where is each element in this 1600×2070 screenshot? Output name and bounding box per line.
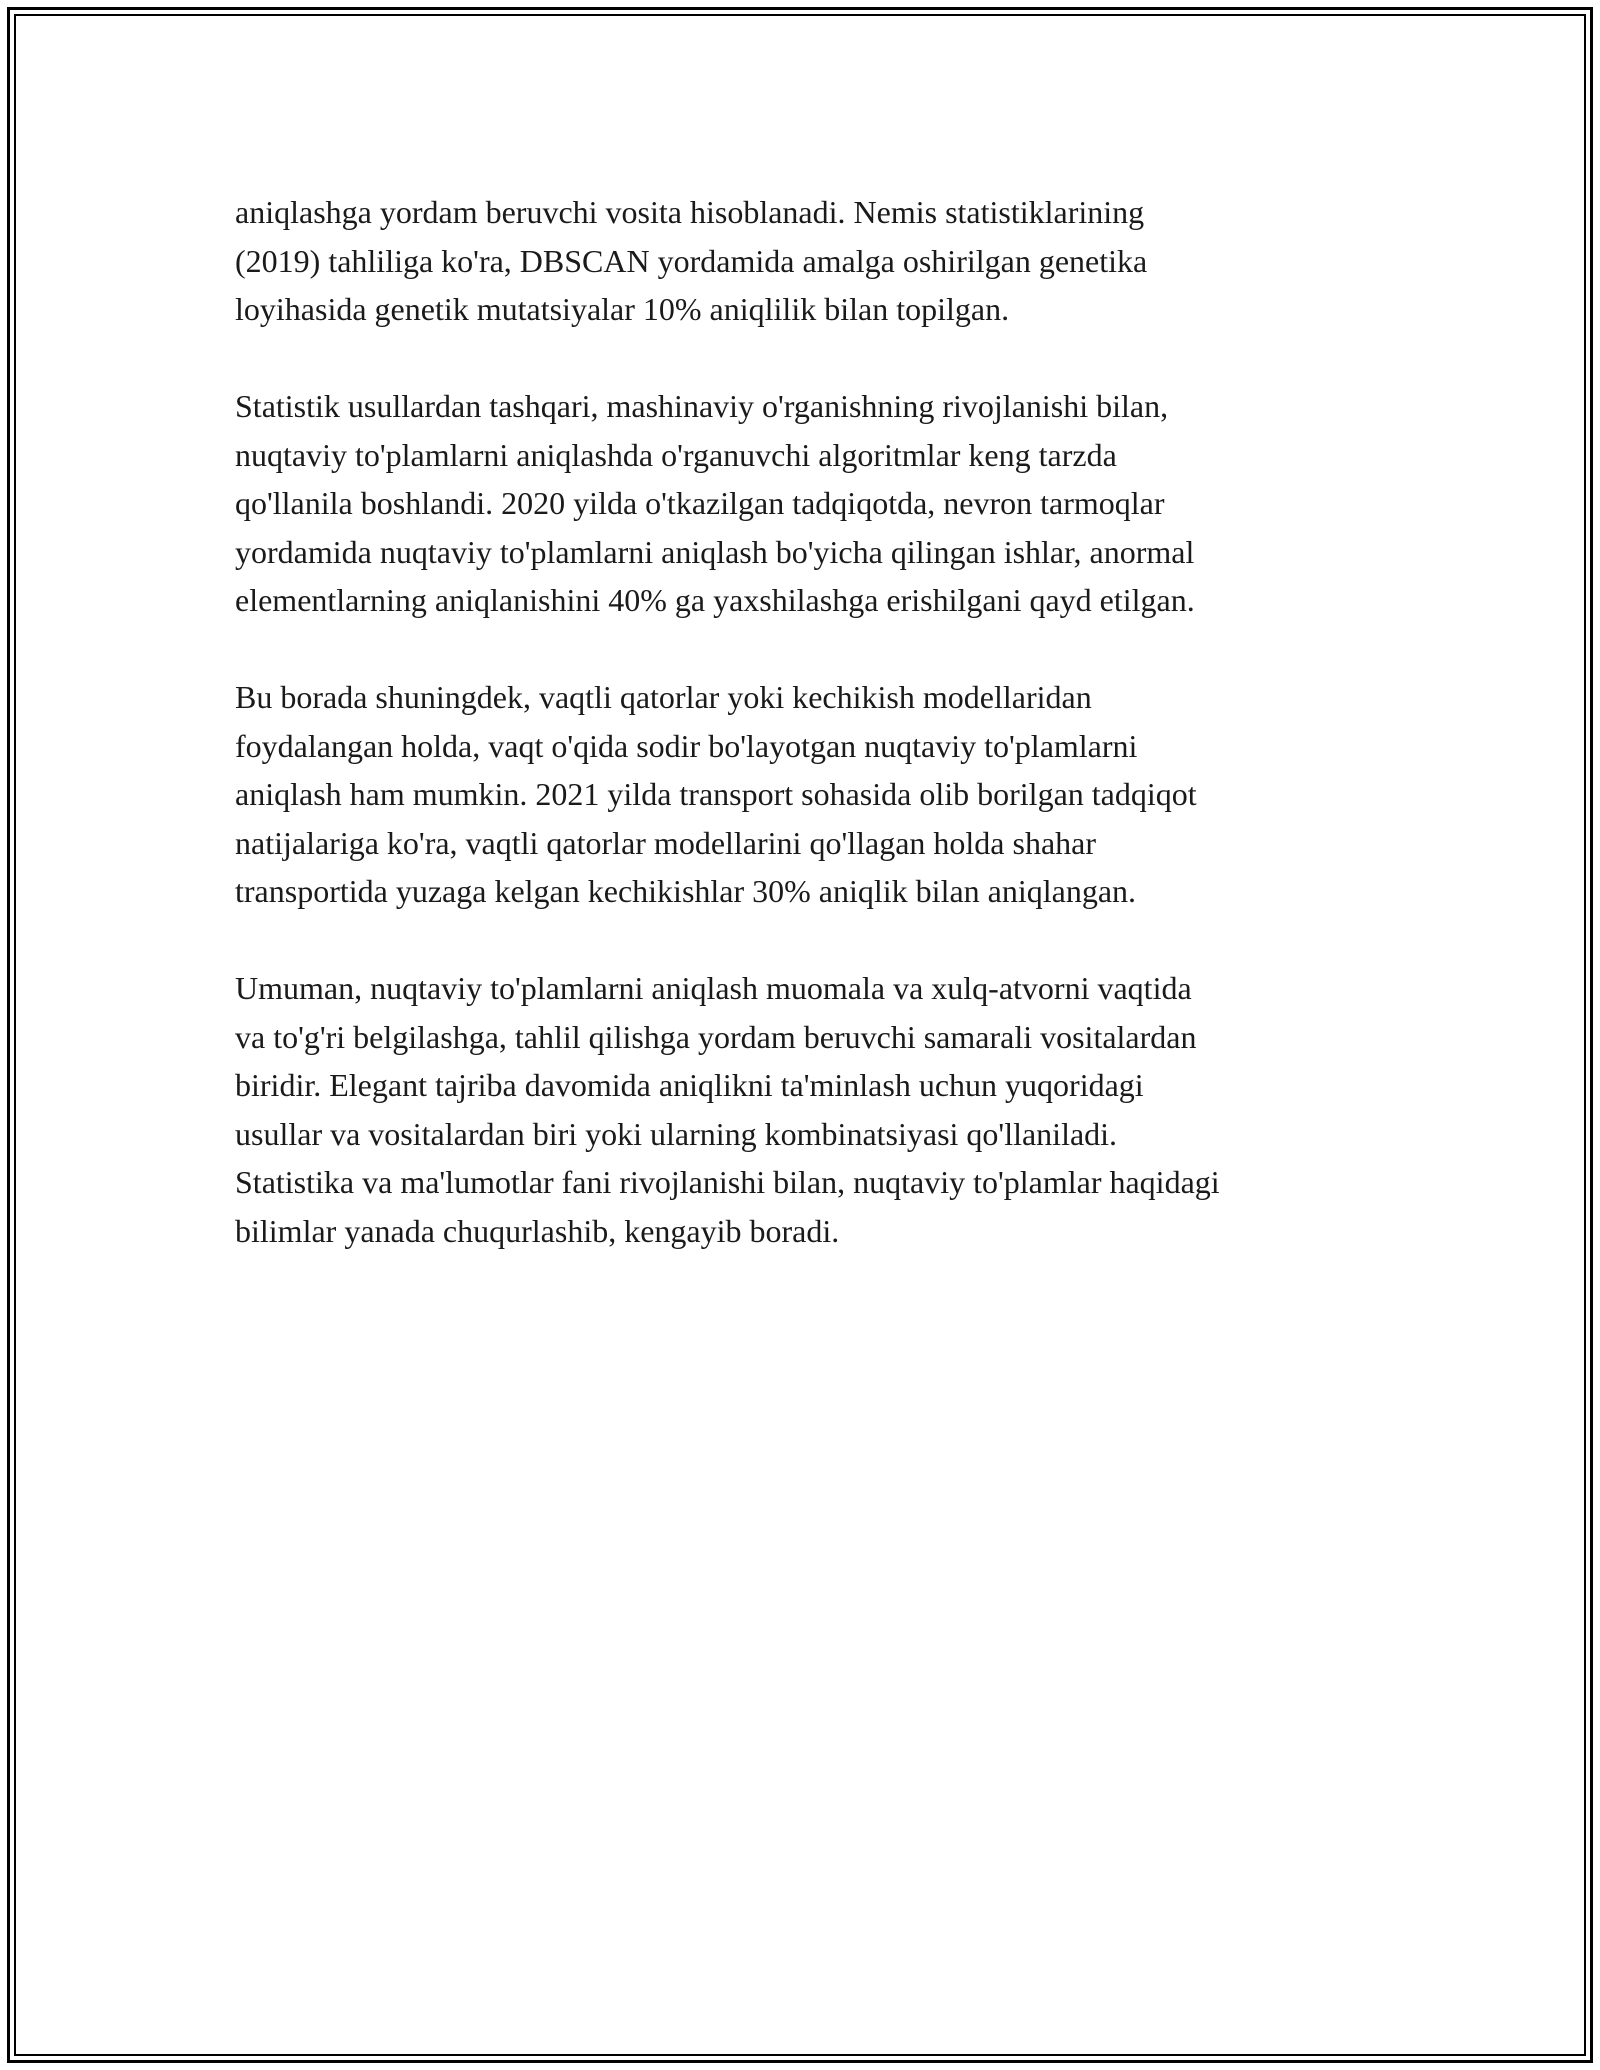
paragraph-1: [235, 188, 1385, 334]
paragraph-line: aniqlash ham mumkin. 2021 yilda transport sohasida olib borilgan tadqiqot: [235, 776, 1197, 812]
paragraph-3: [235, 673, 1385, 916]
paragraph-line: nuqtaviy to'plamlarni aniqlashda o'rganuvchi algoritmlar keng tarzda: [235, 436, 1117, 473]
paragraph-line: Bu borada shuningdek, vaqtli qatorlar yoki kechikish modellaridan: [235, 679, 1092, 715]
paragraph-4: [235, 964, 1385, 1255]
paragraph-line: biridir. Elegant tajriba davomida aniqlikni ta'minlash uchun yuqoridagi: [235, 1067, 1144, 1103]
paragraph-line: Statistik usullardan tashqari, mashinaviy o'rganishning rivojlanishi bilan,: [235, 388, 1169, 424]
paragraph-line: qo'llanila boshlandi. 2020 yilda o'tkazilgan tadqiqotda, nevron tarmoqlar: [235, 485, 1165, 521]
paragraph-line: transportida yuzaga kelgan kechikishlar 30% aniqlik bilan aniqlangan.: [235, 873, 1137, 909]
document-body: [235, 188, 1385, 1304]
paragraph-line: va to'g'ri belgilashga, tahlil qilishga yordam beruvchi samarali vositalardan: [235, 1018, 1197, 1055]
paragraph-line: yordamida nuqtaviy to'plamlarni aniqlash bo'yicha qilingan ishlar, anormal: [235, 533, 1195, 570]
paragraph-line: Umuman, nuqtaviy to'plamlarni aniqlash muomala va xulq-atvorni vaqtida: [235, 970, 1192, 1006]
paragraph-line: usullar va vositalardan biri yoki ularning kombinatsiyasi qo'llaniladi.: [235, 1115, 1118, 1152]
paragraph-line: loyihasida genetik mutatsiyalar 10% aniqlilik bilan topilgan.: [235, 291, 1010, 327]
paragraph-line: bilimlar yanada chuqurlashib, kengayib boradi.: [235, 1212, 840, 1249]
paragraph-line: foydalangan holda, vaqt o'qida sodir bo'layotgan nuqtaviy to'plamlarni: [235, 727, 1138, 764]
paragraph-line: elementlarning aniqlanishini 40% ga yaxshilashga erishilgani qayd etilgan.: [235, 582, 1195, 618]
paragraph-line: (2019) tahliliga ko'ra, DBSCAN yordamida amalga oshirilgan genetika: [235, 242, 1148, 279]
paragraph-line: Statistika va ma'lumotlar fani rivojlanishi bilan, nuqtaviy to'plamlar haqidagi: [235, 1164, 1220, 1200]
paragraph-line: natijalariga ko'ra, vaqtli qatorlar modellarini qo'llagan holda shahar: [235, 824, 1096, 861]
paragraph-line: aniqlashga yordam beruvchi vosita hisoblanadi. Nemis statistiklarining: [235, 194, 1145, 230]
paragraph-2: [235, 382, 1385, 625]
